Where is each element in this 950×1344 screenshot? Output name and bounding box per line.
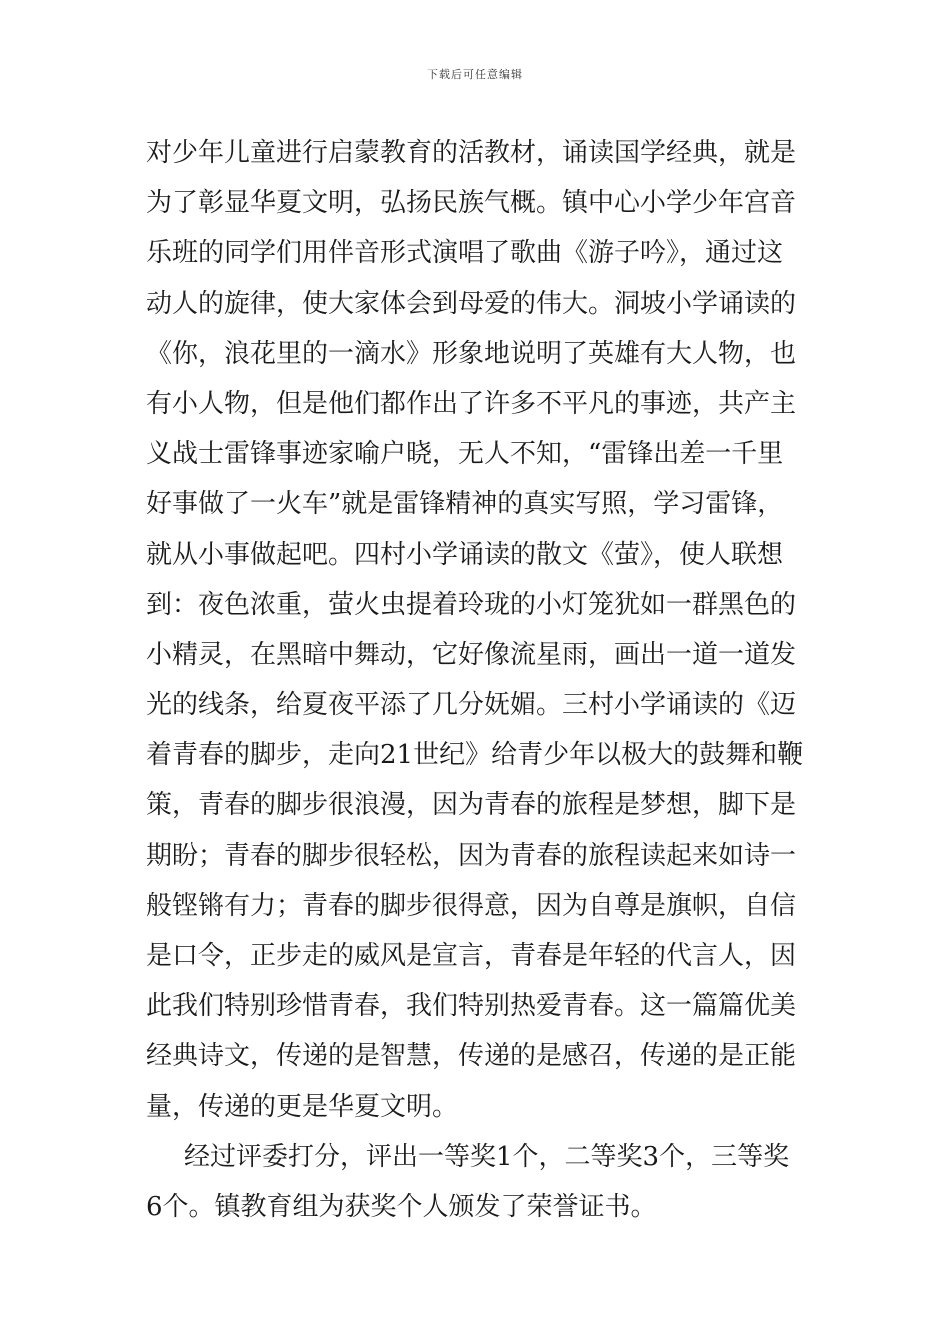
text-line: 小精灵，在黑暗中舞动，它好像流星雨，画出一道一道发 [146,639,797,670]
text-line: 义战士雷锋事迹家喻户晓，无人不知，“雷锋出差一千里 [146,439,784,470]
text-line: 策，青春的脚步很浪漫，因为青春的旅程是梦想，脚下是 [146,790,797,821]
text-line: 经典诗文，传递的是智慧，传递的是感召，传递的是正能 [146,1041,797,1072]
document-body [146,128,816,1232]
text-line: 着青春的脚步，走向21世纪》给青少年以极大的鼓舞和鞭 [146,740,804,771]
text-line: 是口令，正步走的威风是宣言，青春是年轻的代言人，因 [146,941,797,971]
text-line: 般铿锵有力；青春的脚步很得意，因为自尊是旗帜，自信 [146,890,797,921]
text-line: 有小人物，但是他们都作出了许多不平凡的事迹，共产主 [146,388,797,419]
text-line: 经过评委打分，评出一等奖1个，二等奖3个，三等奖 [184,1141,790,1172]
text-line: 此我们特别珍惜青春，我们特别热爱青春。这一篇篇优美 [146,991,797,1022]
text-line: 好事做了一火车”就是雷锋精神的真实写照，学习雷锋， [146,489,784,520]
text-line: 乐班的同学们用伴音形式演唱了歌曲《游子吟》，通过这 [146,238,784,269]
text-line: 《你，浪花里的一滴水》形象地说明了英雄有大人物，也 [146,338,797,369]
text-line: 量，传递的更是华夏文明。 [146,1091,459,1122]
text-line: 对少年儿童进行启蒙教育的活教材，诵读国学经典，就是 [146,138,797,168]
paragraph [146,128,816,1132]
paragraph [146,1132,816,1232]
text-line: 期盼；青春的脚步很轻松，因为青春的旅程读起来如诗一 [146,840,797,871]
text-line: 为了彰显华夏文明，弘扬民族气概。镇中心小学少年宫音 [146,188,797,219]
page-header-note: 下载后可任意编辑 [427,68,523,81]
text-line: 就从小事做起吧。四村小学诵读的散文《萤》，使人联想 [146,539,784,570]
text-line: 动人的旋律，使大家体会到母爱的伟大。洞坡小学诵读的 [146,288,797,319]
text-line: 光的线条，给夏夜平添了几分妩媚。三村小学诵读的《迈 [146,690,797,721]
text-line: 到：夜色浓重，萤火虫提着玲珑的小灯笼犹如一群黑色的 [146,589,797,620]
text-line: 6个。镇教育组为获奖个人颁发了荣誉证书。 [146,1191,657,1222]
